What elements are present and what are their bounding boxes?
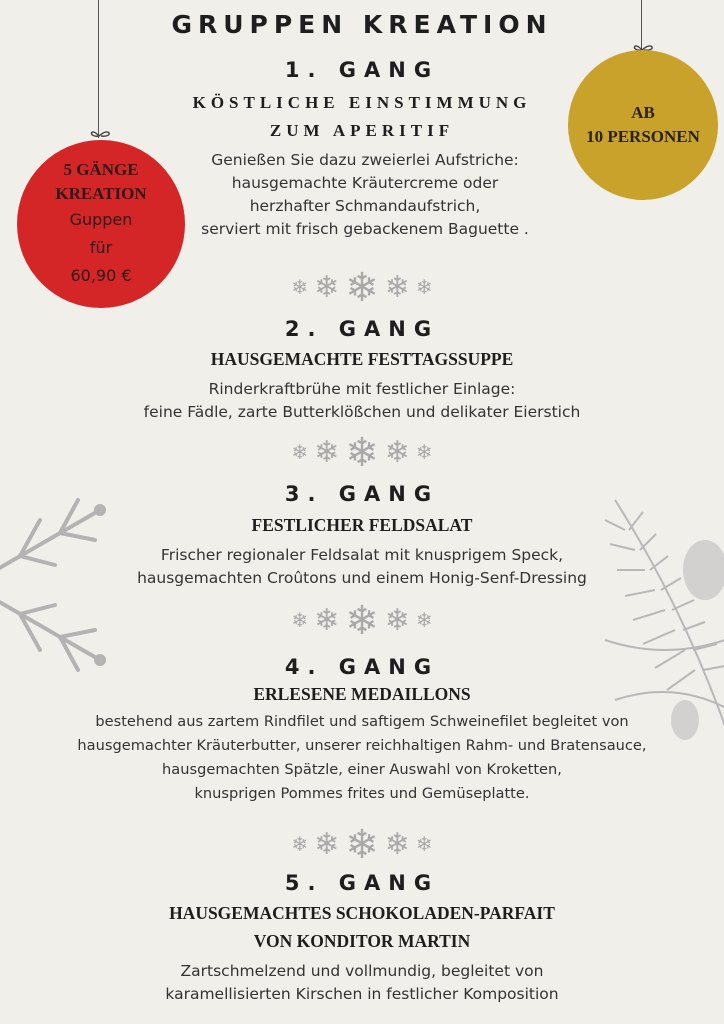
course-1-subtitle-2: ZUM APERITIF [269, 121, 455, 140]
description-line: Frischer regionaler Feldsalat mit knusprigem Speck, [160, 546, 564, 564]
snowflake-icon: ❄ [415, 834, 433, 856]
badge-line-3: Guppen [69, 210, 133, 229]
course-4-heading: 4. GANG [284, 655, 440, 679]
snowflake-icon: ❄ [384, 828, 410, 861]
page-title: GRUPPEN KREATION [171, 10, 553, 39]
snowflake-icon: ❄ [291, 610, 309, 632]
course-5-subtitle-2: VON KONDITOR MARTIN [253, 931, 471, 951]
description-line: hausgemachter Kräuterbutter, unserer reichhaltigen Rahm- und Bratensauce, [77, 737, 647, 754]
badge-price: 60,90 € [70, 266, 132, 285]
snowflake-icon: ❄ [345, 599, 379, 643]
snowflake-icon: ❄ [291, 442, 309, 464]
course-3-subtitle: FESTLICHER FELDSALAT [251, 515, 473, 535]
snowflake-icon: ❄ [291, 277, 309, 299]
snowflake-icon: ❄ [384, 271, 410, 304]
snowflake-icon: ❄ [384, 604, 410, 637]
course-2-subtitle: HAUSGEMACHTE FESTTAGSSUPPE [210, 349, 514, 369]
course-3-heading: 3. GANG [284, 482, 440, 506]
snowflake-icon: ❄ [415, 442, 433, 464]
description-line: Rinderkraftbrühe mit festlicher Einlage: [208, 380, 516, 398]
course-4-subtitle: ERLESENE MEDAILLONS [253, 684, 471, 704]
description-line: knusprigen Pommes frites und Gemüseplatte. [194, 785, 530, 802]
snowflake-icon: ❄ [345, 266, 379, 310]
snowflake-icon: ❄ [314, 436, 340, 469]
snowflake-divider [0, 433, 724, 473]
snowflake-icon: ❄ [314, 828, 340, 861]
badge-line-1: 5 GÄNGE [63, 160, 139, 179]
description-line: bestehend aus zartem Rindfilet und saftigem Schweinefilet begleitet von [95, 713, 629, 730]
description-line: hausgemachte Kräutercreme oder [231, 174, 499, 192]
snowflake-icon: ❄ [314, 271, 340, 304]
course-5-description [0, 960, 724, 1006]
snowflake-icon: ❄ [345, 431, 379, 475]
badge-line-4: für [89, 238, 113, 257]
snowflake-divider [0, 601, 724, 641]
badge-right-line-2: 10 PERSONEN [586, 127, 700, 146]
snowflake-icon: ❄ [384, 436, 410, 469]
snowflake-divider [0, 268, 724, 308]
description-line: Zartschmelzend und vollmundig, begleitet von [180, 962, 544, 980]
snowflake-icon: ❄ [415, 277, 433, 299]
description-line: feine Fädle, zarte Butterklößchen und delikater Eierstich [143, 403, 581, 421]
course-1-description [175, 149, 555, 241]
snowflake-icon: ❄ [415, 610, 433, 632]
badge-line-2: KREATION [55, 184, 147, 203]
course-5-subtitle-1: HAUSGEMACHTES SCHOKOLADEN-PARFAIT [169, 903, 555, 923]
course-3-description [0, 544, 724, 590]
description-line: Genießen Sie dazu zweierlei Aufstriche: [211, 151, 519, 169]
snowflake-divider [0, 825, 724, 865]
snowflake-icon: ❄ [345, 823, 379, 867]
description-line: serviert mit frisch gebackenem Baguette . [201, 220, 529, 238]
badge-right-line-1: AB [631, 103, 655, 122]
description-line: hausgemachten Croûtons und einem Honig-Senf-Dressing [137, 569, 587, 587]
snowflake-icon: ❄ [291, 834, 309, 856]
course-1-heading: 1. GANG [284, 58, 440, 82]
course-2-description [0, 378, 724, 424]
description-line: hausgemachten Spätzle, einer Auswahl von Kroketten, [162, 761, 562, 778]
description-line: karamellisierten Kirschen in festlicher Komposition [165, 985, 559, 1003]
course-1-subtitle-1: KÖSTLICHE EINSTIMMUNG [192, 93, 532, 112]
course-2-heading: 2. GANG [284, 317, 440, 341]
course-4-description [0, 710, 724, 806]
snowflake-icon: ❄ [314, 604, 340, 637]
course-5-heading: 5. GANG [284, 871, 440, 895]
description-line: herzhafter Schmandaufstrich, [249, 197, 481, 215]
